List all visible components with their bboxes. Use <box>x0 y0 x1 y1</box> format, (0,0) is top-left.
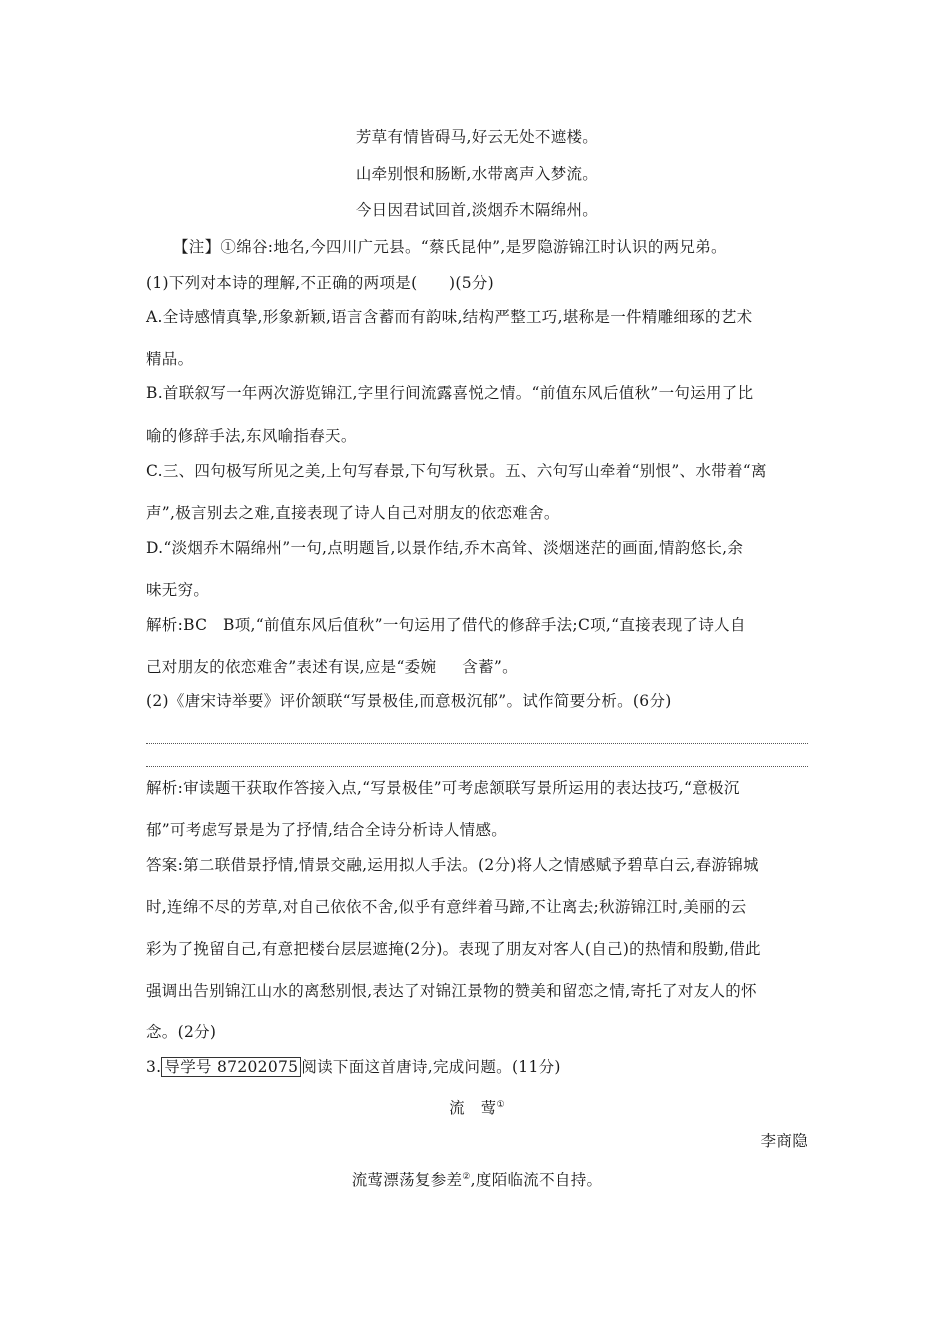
option-c: 声”,极言别去之难,直接表现了诗人自己对朋友的依恋难舍。 <box>146 504 560 522</box>
poem-line: 流莺漂荡复参差②,度陌临流不自持。 <box>351 1171 603 1189</box>
guide-number-box: 导学号 87202075 <box>161 1057 301 1077</box>
option-a: A.全诗感情真挚,形象新颖,语言含蓄而有韵味,结构严整工巧,堪称是一件精雕细琢的艺术 <box>146 308 753 326</box>
option-a: 精品。 <box>146 350 194 368</box>
question-2-stem: (2)《唐宋诗举要》评价颔联“写景极佳,而意极沉郁”。试作简要分析。(6分) <box>146 692 672 710</box>
answer-text: 强调出告别锦江山水的离愁别恨,表达了对锦江景物的赞美和留恋之情,寄托了对友人的怀 <box>146 982 757 1000</box>
answer-text: 时,连绵不尽的芳草,对自己依依不舍,似乎有意绊着马蹄,不让离去;秋游锦江时,美丽的云 <box>146 898 747 916</box>
analysis-text: 解析:审读题干获取作答接入点,“写景极佳”可考虑颔联写景所运用的表达技巧,“意极沉 <box>146 779 740 797</box>
analysis-text: 解析:BC B项,“前值东风后值秋”一句运用了借代的修辞手法;C项,“直接表现了诗人自 <box>146 616 746 634</box>
poem-line: 芳草有情皆碍马,好云无处不遮楼。 <box>355 128 599 146</box>
poem-author: 李商隐 <box>760 1132 808 1150</box>
option-d: 味无穷。 <box>146 581 210 599</box>
poem-title: 流 莺① <box>449 1099 505 1117</box>
option-b: 喻的修辞手法,东风喻指春天。 <box>146 427 357 445</box>
analysis-text: 郁”可考虑写景是为了抒情,结合全诗分析诗人情感。 <box>146 821 508 839</box>
option-b: B.首联叙写一年两次游览锦江,字里行间流露喜悦之情。“前值东风后值秋”一句运用了比 <box>146 384 754 402</box>
answer-text: 彩为了挽留自己,有意把楼台层层遮掩(2分)。表现了朋友对客人(自己)的热情和殷勤,借此 <box>146 940 761 958</box>
answer-line <box>146 743 808 744</box>
option-d: D.“淡烟乔木隔绵州”一句,点明题旨,以景作结,乔木高耸、淡烟迷茫的画面,情韵悠长,余 <box>146 539 744 557</box>
analysis-text: 己对朋友的依恋难舍”表述有误,应是“委婉 含蓄”。 <box>146 658 518 676</box>
answer-text: 念。(2分) <box>146 1023 217 1041</box>
question-1-stem: (1)下列对本诗的理解,不正确的两项是( )(5分) <box>146 274 495 292</box>
answer-line <box>146 766 808 767</box>
answer-text: 答案:第二联借景抒情,情景交融,运用拟人手法。(2分)将人之情感赋予碧草白云,春游锦城 <box>146 856 759 874</box>
question-3-stem: 3. 导学号 87202075 阅读下面这首唐诗,完成问题。(11分) <box>146 1058 561 1076</box>
poem-line: 山牵别恨和肠断,水带离声入梦流。 <box>355 165 599 183</box>
poem-note: 【注】①绵谷:地名,今四川广元县。“蔡氏昆仲”,是罗隐游锦江时认识的两兄弟。 <box>173 238 727 256</box>
poem-line: 今日因君试回首,淡烟乔木隔绵州。 <box>355 201 599 219</box>
option-c: C.三、四句极写所见之美,上句写春景,下句写秋景。五、六句写山牵着“别恨”、水带着“离 <box>146 462 767 480</box>
